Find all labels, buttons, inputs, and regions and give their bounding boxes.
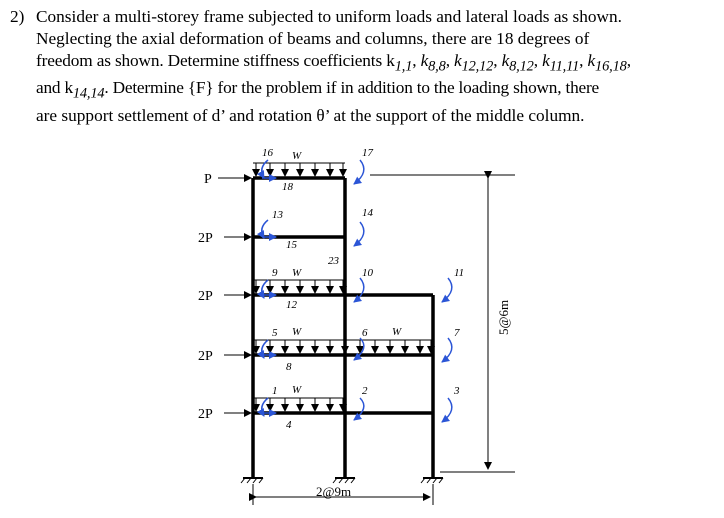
dof-label: 8 [286,361,292,373]
w-label: W [292,150,302,162]
width-dimension: 2@9m [316,484,352,499]
dof-label: 6 [362,327,368,339]
dof-label: 11 [454,267,465,279]
dof-label: 14 [362,207,373,219]
dof-label: 12 [286,299,297,311]
load-label: 2P [198,231,213,246]
height-dimension: 5@6m [496,299,511,335]
dof-label: 18 [282,181,293,193]
dof-label: 16 [262,147,273,159]
dof-label: 9 [272,267,278,279]
dof-label: 5 [272,327,278,339]
problem-line-4: and $k_{14,14}$. Determine {F} for the problem if in addition to the loading shown, there [36,78,600,102]
w-label: W [292,326,302,338]
dof-label: 10 [362,267,373,279]
dof-label: 2 [362,385,368,397]
dof-arrows [262,160,452,422]
dof-label: 23 [328,255,339,267]
problem-line-2: Neglecting the axial deformation of beams and columns, there are 18 degrees of [36,29,590,48]
problem-number: 2) [10,7,25,26]
load-label: 2P [198,289,213,304]
dof-label: 17 [362,147,373,159]
w-label: W [292,384,302,396]
fixed-supports [241,478,443,483]
w-label: W [292,267,302,279]
dof-label: 4 [286,419,292,431]
load-label: 2P [198,349,213,364]
dof-label: 1 [272,385,278,397]
dof-label: 13 [272,209,283,221]
w-label: W [392,326,402,338]
lateral-loads [218,178,251,413]
problem-line-5: are support settlement of d’ and rotation θ’ at the support of the middle column. [36,105,585,125]
frame-members [253,178,433,478]
distributed-loads [253,163,433,411]
load-w-labels [292,150,402,396]
dof-label: 3 [454,385,460,397]
dof-label: 15 [286,239,297,251]
dof-label: 7 [454,327,460,339]
problem-line-1: Consider a multi-storey frame subjected to uniform loads and lateral loads as shown. [36,7,622,26]
load-label: P [204,172,212,187]
load-label: 2P [198,407,213,422]
problem-line-3: freedom as shown. Determine stiffness coefficients $k_{1,1}$, $k_{8,8}$, $k_{12,12}$, $k_{8,12}$, $k_{11,11}$, $k_{16,18}$, [36,51,631,75]
lateral-load-labels [198,172,213,422]
